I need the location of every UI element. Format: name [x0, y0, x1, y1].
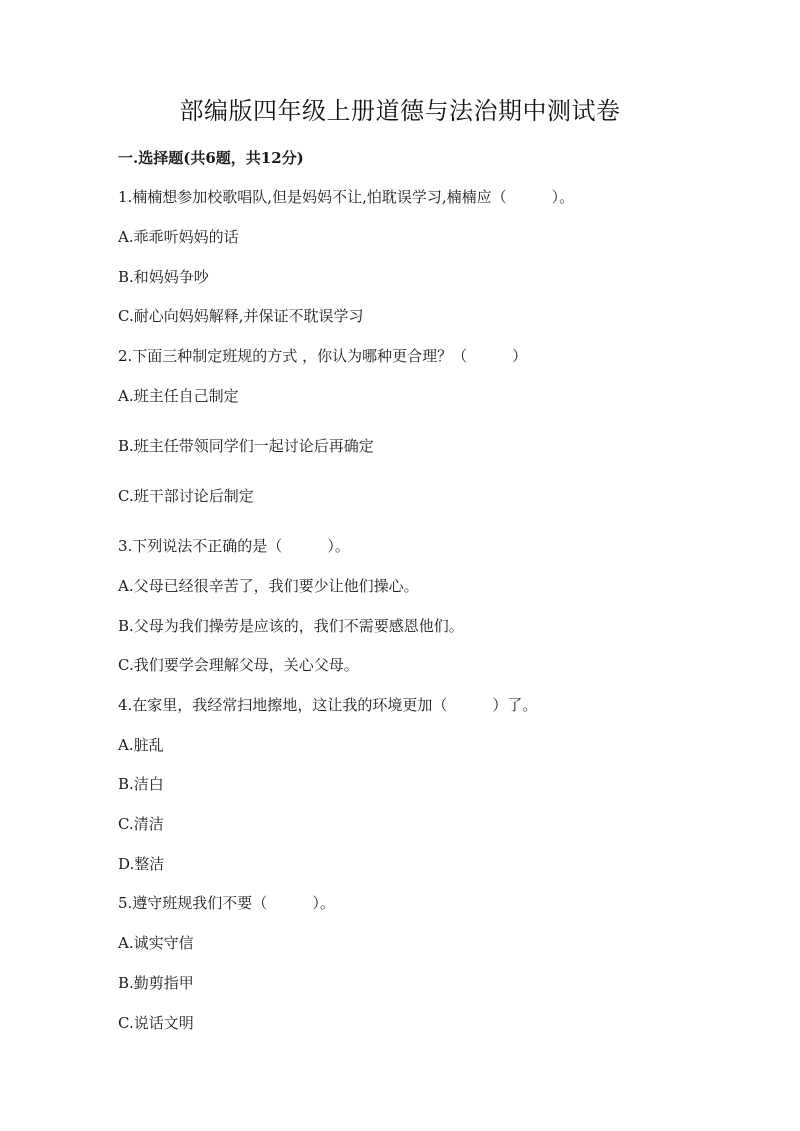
question-2-option-a: A.班主任自己制定 — [118, 387, 239, 405]
question-3-option-c: C.我们要学会理解父母，关心父母。 — [118, 656, 359, 674]
section-heading: 一.选择题(共6题，共12分) — [118, 149, 304, 167]
question-5-option-a: A.诚实守信 — [118, 934, 194, 952]
question-4-stem: 4.在家里，我经常扫地擦地，这让我的环境更加（ ）了。 — [118, 696, 538, 714]
question-3-option-b: B.父母为我们操劳是应该的，我们不需要感恩他们。 — [118, 617, 464, 635]
question-2-stem: 2.下面三种制定班规的方式 ，你认为哪种更合理？（ ） — [118, 347, 528, 365]
question-3-stem: 3.下列说法不正确的是（ ）。 — [118, 537, 350, 555]
question-4-option-a: A.脏乱 — [118, 736, 164, 754]
question-5-option-c: C.说话文明 — [118, 1014, 194, 1032]
question-1-stem: 1.楠楠想参加校歌唱队,但是妈妈不让,怕耽误学习,楠楠应（ ）。 — [118, 188, 575, 206]
question-5-option-b: B.勤剪指甲 — [118, 974, 194, 992]
question-5-stem: 5.遵守班规我们不要（ ）。 — [118, 894, 335, 912]
question-2-option-b: B.班主任带领同学们一起讨论后再确定 — [118, 437, 374, 455]
page-title: 部编版四年级上册道德与法治期中测试卷 — [179, 97, 621, 125]
question-1-option-a: A.乖乖听妈妈的话 — [118, 228, 239, 246]
question-4-option-c: C.清洁 — [118, 815, 164, 833]
question-4-option-d: D.整洁 — [118, 855, 165, 873]
question-3-option-a: A.父母已经很辛苦了，我们要少让他们操心。 — [118, 577, 419, 595]
question-4-option-b: B.洁白 — [118, 775, 164, 793]
question-1-option-b: B.和妈妈争吵 — [118, 268, 209, 286]
question-2-option-c: C.班干部讨论后制定 — [118, 487, 254, 505]
question-1-option-c: C.耐心向妈妈解释,并保证不耽误学习 — [118, 307, 364, 325]
